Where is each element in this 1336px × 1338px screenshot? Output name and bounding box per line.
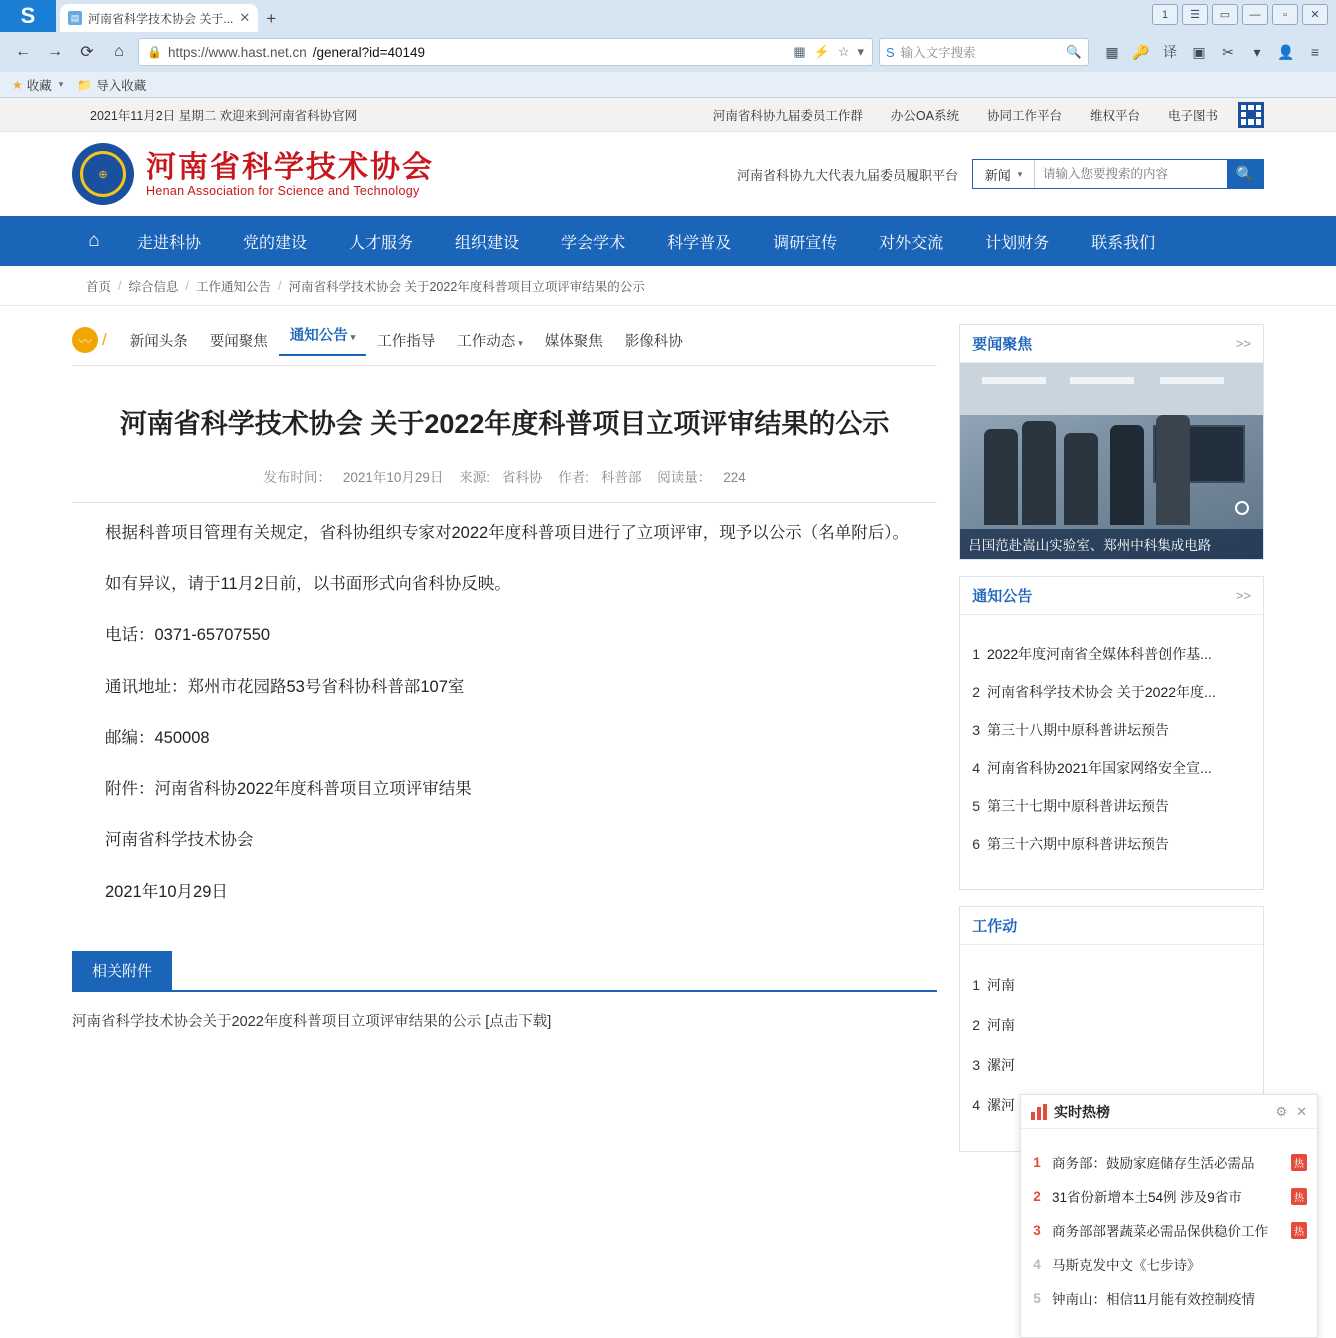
platform-link[interactable]: 河南省科协九大代表九届委员履职平台 <box>736 167 958 183</box>
browser-titlebar <box>0 0 1336 32</box>
list-item[interactable]: 2 河南省科学技术协会 关于2022年度... <box>972 684 1216 700</box>
article-paragraph-7: 2021年10月29日 <box>105 882 228 901</box>
article-column <box>72 324 937 1168</box>
nav-item-8[interactable]: 计划财务 <box>985 234 1050 252</box>
site-topbar <box>0 98 1336 132</box>
qr-code-icon[interactable]: ▦ <box>793 44 806 59</box>
notice-panel <box>959 576 1264 890</box>
article-paragraph-6: 河南省科学技术协会 <box>105 831 254 850</box>
hot-ranking-popup <box>1020 1094 1318 1338</box>
list-item[interactable]: 6 第三十六期中原科普讲坛预告 <box>972 836 1169 852</box>
notice-panel-more[interactable]: >> <box>1235 588 1251 603</box>
article-paragraph-4: 邮编：450008 <box>105 728 210 747</box>
back-icon[interactable]: ← <box>15 43 31 60</box>
bookmark-import-label: 导入收藏 <box>96 78 147 93</box>
hot-ranking-header <box>1021 1095 1317 1129</box>
window-controls <box>1152 4 1328 25</box>
address-bar[interactable] <box>138 38 873 66</box>
subnav-item-4[interactable]: 工作动态 ▾ <box>457 333 523 350</box>
list-item[interactable]: 5 第三十七期中原科普讲坛预告 <box>972 798 1169 814</box>
brand-name-en: Henan Association for Science and Technology <box>146 183 420 198</box>
chevron-down-icon: ▾ <box>350 332 356 342</box>
chevron-down-icon: ▾ <box>1017 168 1023 179</box>
subnav-item-0[interactable]: 新闻头条 <box>129 333 188 350</box>
url-scheme: https:// <box>167 44 209 60</box>
notice-panel-title: 通知公告 <box>972 588 1033 605</box>
focus-photo[interactable] <box>960 363 1263 559</box>
window-minimize-button[interactable]: — <box>1242 4 1268 25</box>
main-navigation <box>0 216 1336 266</box>
content-columns <box>0 306 1336 1168</box>
nav-item-5[interactable]: 科学普及 <box>667 234 732 252</box>
chevron-down-icon: ▾ <box>58 79 64 89</box>
notice-list <box>960 629 1263 875</box>
notice-panel-header <box>960 577 1263 615</box>
topbar-link-workgroup[interactable]: 河南省科协九届委员工作群 <box>712 108 863 123</box>
views-label: 阅读量： <box>657 469 712 485</box>
subnav-item-2[interactable]: 通知公告 ▾ <box>279 324 367 356</box>
search-engine-icon: S <box>886 44 895 60</box>
publish-label: 发布时间： <box>263 469 331 485</box>
views-value: 224 <box>723 469 746 485</box>
screenshot-icon[interactable]: ▣ <box>1192 43 1206 60</box>
search-category-label: 新闻 <box>984 167 1011 183</box>
list-item[interactable]: 1 商务部：鼓励家庭储存生活必需品 热 <box>1031 1145 1307 1179</box>
source-label: 来源: <box>459 469 490 485</box>
list-item[interactable]: 3 第三十八期中原科普讲坛预告 <box>972 722 1169 738</box>
photo-cursor-dot <box>1235 501 1249 515</box>
search-submit-button[interactable]: 🔍 <box>1227 160 1263 188</box>
article-paragraph-2: 电话：0371-65707550 <box>105 626 271 645</box>
window-menu-button[interactable]: ☰ <box>1182 4 1208 25</box>
publish-date: 2021年10月29日 <box>342 469 444 485</box>
browser-tab[interactable] <box>60 4 258 32</box>
search-bar[interactable] <box>879 38 1089 66</box>
breadcrumb-item-1[interactable]: 综合信息 <box>128 279 179 294</box>
focus-panel-header <box>960 325 1263 363</box>
lightning-icon[interactable]: ⚡ <box>813 44 830 59</box>
focus-panel <box>959 324 1264 560</box>
hot-badge: 热 <box>1291 1154 1307 1171</box>
topbar-welcome: 2021年11月2日 星期二 欢迎来到河南省科协官网 <box>90 108 358 123</box>
list-item[interactable]: 5 钟南山：相信11月能有效控制疫情 <box>1033 1290 1256 1307</box>
browser-toolbar-icons <box>1095 41 1326 63</box>
subnav-item-1[interactable]: 要闻聚焦 <box>209 333 268 350</box>
grid-apps-icon[interactable]: ▦ <box>1105 43 1119 60</box>
site-search <box>972 159 1264 189</box>
breadcrumb-item-0[interactable]: 首页 <box>86 279 112 294</box>
nav-item-2[interactable]: 人才服务 <box>349 234 414 252</box>
window-extra3-button[interactable]: ▭ <box>1212 4 1238 25</box>
article-paragraph-0: 根据科普项目管理有关规定，省科协组织专家对2022年度科普项目进行了立项评审，现予以公示（名单附后）。 <box>105 523 909 542</box>
chevron-down-icon: ▾ <box>518 337 523 348</box>
hot-badge: 热 <box>1291 1188 1307 1205</box>
divider <box>72 502 937 503</box>
hot-badge: 热 <box>1291 1222 1307 1239</box>
sidebar-column <box>959 324 1264 1168</box>
star-icon: ★ <box>12 77 23 92</box>
browser-chrome <box>0 0 1336 98</box>
nav-item-1[interactable]: 党的建设 <box>243 234 308 252</box>
browser-navbar <box>0 32 1336 72</box>
nav-item-3[interactable]: 组织建设 <box>455 234 520 252</box>
new-tab-button[interactable]: + <box>266 9 277 28</box>
list-item[interactable]: 4 河南省科协2021年国家网络安全宣... <box>972 760 1212 776</box>
nav-item-0[interactable]: 走进科协 <box>137 234 202 252</box>
work-panel-title: 工作动 <box>972 918 1018 935</box>
list-item[interactable]: 4 漯河 <box>972 1097 1015 1113</box>
bookmark-import[interactable] <box>77 76 146 94</box>
bookmark-favorites[interactable] <box>12 76 63 94</box>
favorite-star-icon[interactable]: ☆ <box>837 44 850 59</box>
chart-bars-icon <box>1031 1104 1047 1120</box>
translate-icon[interactable]: 译 <box>1163 44 1177 60</box>
window-close-button[interactable]: ✕ <box>1302 4 1328 25</box>
chevron-down-icon[interactable]: ▾ <box>857 44 864 59</box>
browser-logo-icon: S <box>0 0 56 32</box>
window-maximize-button[interactable]: ▫ <box>1272 4 1298 25</box>
topbar-links <box>699 102 1264 128</box>
source-value: 省科协 <box>501 469 543 485</box>
search-placeholder: 输入文字搜索 <box>900 46 976 60</box>
site-header <box>0 132 1336 216</box>
attachments-section <box>72 923 937 1031</box>
home-icon[interactable]: ⌂ <box>114 43 124 60</box>
author-label: 作者: <box>558 469 590 485</box>
nav-item-7[interactable]: 对外交流 <box>879 234 944 252</box>
topbar-link-ebook[interactable]: 电子图书 <box>1167 108 1218 123</box>
list-item[interactable]: 2 31省份新增本土54例 涉及9省市 热 <box>1031 1179 1307 1213</box>
folder-icon: 📁 <box>77 77 93 92</box>
focus-panel-title: 要闻聚焦 <box>972 336 1033 353</box>
page-title: 河南省科学技术协会 关于2022年度科普项目立项评审结果的公示 <box>119 409 890 439</box>
list-item[interactable]: 4 马斯克发中文《七步诗》 <box>1033 1256 1201 1273</box>
subnav-item-5[interactable]: 媒体聚焦 <box>544 333 603 350</box>
list-item[interactable]: 1 2022年度河南省全媒体科普创作基... <box>972 646 1212 662</box>
attachments-title: 相关附件 <box>72 951 172 990</box>
url-host: www.hast.net.cn <box>208 44 307 60</box>
brand-name-cn: 河南省科学技术协会 <box>146 150 434 184</box>
hast-logo-icon: ⊕ <box>72 143 134 205</box>
nav-item-9[interactable]: 联系我们 <box>1091 234 1156 252</box>
topbar-link-collab[interactable]: 协同工作平台 <box>986 108 1062 123</box>
search-category-select[interactable] <box>973 160 1035 188</box>
topbar-link-rights[interactable]: 维权平台 <box>1089 108 1140 123</box>
qr-code-icon[interactable] <box>1238 102 1264 128</box>
lock-icon: 🔒 <box>147 45 162 59</box>
list-item[interactable]: 3 漯河 <box>972 1057 1015 1073</box>
nav-home-icon[interactable]: ⌂ <box>88 230 100 251</box>
forward-icon[interactable]: → <box>47 43 63 60</box>
nav-item-4[interactable]: 学会学术 <box>561 234 626 252</box>
hot-ranking-list <box>1021 1143 1317 1323</box>
page-content <box>0 98 1336 1307</box>
work-panel-header <box>960 907 1263 945</box>
user-avatar-icon[interactable]: 👤 <box>1277 43 1295 60</box>
focus-photo-caption: 吕国范赴嵩山实验室、郑州中科集成电路 <box>960 529 1263 559</box>
subnav-item-6[interactable]: 影像科协 <box>624 333 683 350</box>
window-extra1-button[interactable]: 1 <box>1152 4 1178 25</box>
focus-panel-more[interactable]: >> <box>1235 336 1251 351</box>
menu-icon[interactable]: ≡ <box>1310 44 1320 60</box>
bookmarks-bar <box>0 72 1336 98</box>
topbar-link-oa[interactable]: 办公OA系统 <box>890 108 959 123</box>
list-item[interactable]: 3 商务部部署蔬菜必需品保供稳价工作 热 <box>1031 1213 1307 1247</box>
list-item[interactable]: 1 河南 <box>972 977 1015 993</box>
gear-icon[interactable]: ⚙ <box>1275 1103 1288 1119</box>
article-meta <box>72 466 937 486</box>
article-paragraph-1: 如有异议，请于11月2日前，以书面形式向省科协反映。 <box>105 575 511 594</box>
subnav-item-3[interactable]: 工作指导 <box>377 333 436 350</box>
hot-ranking-title: 实时热榜 <box>1054 1103 1110 1120</box>
reload-icon[interactable]: ⟳ <box>80 44 94 61</box>
url-path: /general?id=40149 <box>312 44 426 60</box>
breadcrumb-item-3: 河南省科学技术协会 关于2022年度科普项目立项评审结果的公示 <box>288 279 645 294</box>
list-item[interactable]: 2 河南 <box>972 1017 1015 1033</box>
site-brand[interactable] <box>72 143 434 205</box>
author-value: 科普部 <box>601 469 642 485</box>
article-paragraph-3: 通讯地址：郑州市花园路53号省科协科普部107室 <box>105 677 465 696</box>
breadcrumb-item-2[interactable]: 工作通知公告 <box>196 279 272 294</box>
search-icon[interactable]: 🔍 <box>1066 44 1082 59</box>
tab-favicon-icon: ▤ <box>68 11 82 25</box>
attachment-link[interactable]: 河南省科学技术协会关于2022年度科普项目立项评审结果的公示 [点击下载] <box>72 1013 552 1030</box>
close-icon[interactable]: ✕ <box>1296 1103 1307 1119</box>
rss-icon[interactable]: 〰 <box>72 327 98 353</box>
article-paragraph-5: 附件：河南省科协2022年度科普项目立项评审结果 <box>105 780 472 799</box>
category-subnav: 〰 / 新闻头条 要闻聚焦 通知公告 ▾ 工作指导 工作动态 ▾ 媒体聚焦 影像科协 <box>72 324 937 366</box>
article-body <box>72 513 937 913</box>
chevron-down-icon[interactable]: ▾ <box>1253 43 1261 60</box>
tab-close-icon[interactable]: ✕ <box>239 10 251 25</box>
breadcrumb: 首页 / 综合信息 / 工作通知公告 / 河南省科学技术协会 关于2022年度科普项目立项评审结果的公示 <box>0 266 1336 306</box>
key-icon[interactable]: 🔑 <box>1132 43 1150 60</box>
search-input[interactable] <box>1035 160 1227 188</box>
nav-item-6[interactable]: 调研宣传 <box>773 234 838 252</box>
bookmark-favorites-label: 收藏 <box>26 78 52 93</box>
scissors-icon[interactable]: ✂ <box>1222 43 1234 60</box>
tab-title: 河南省科学技术协会 关于... <box>88 11 234 26</box>
